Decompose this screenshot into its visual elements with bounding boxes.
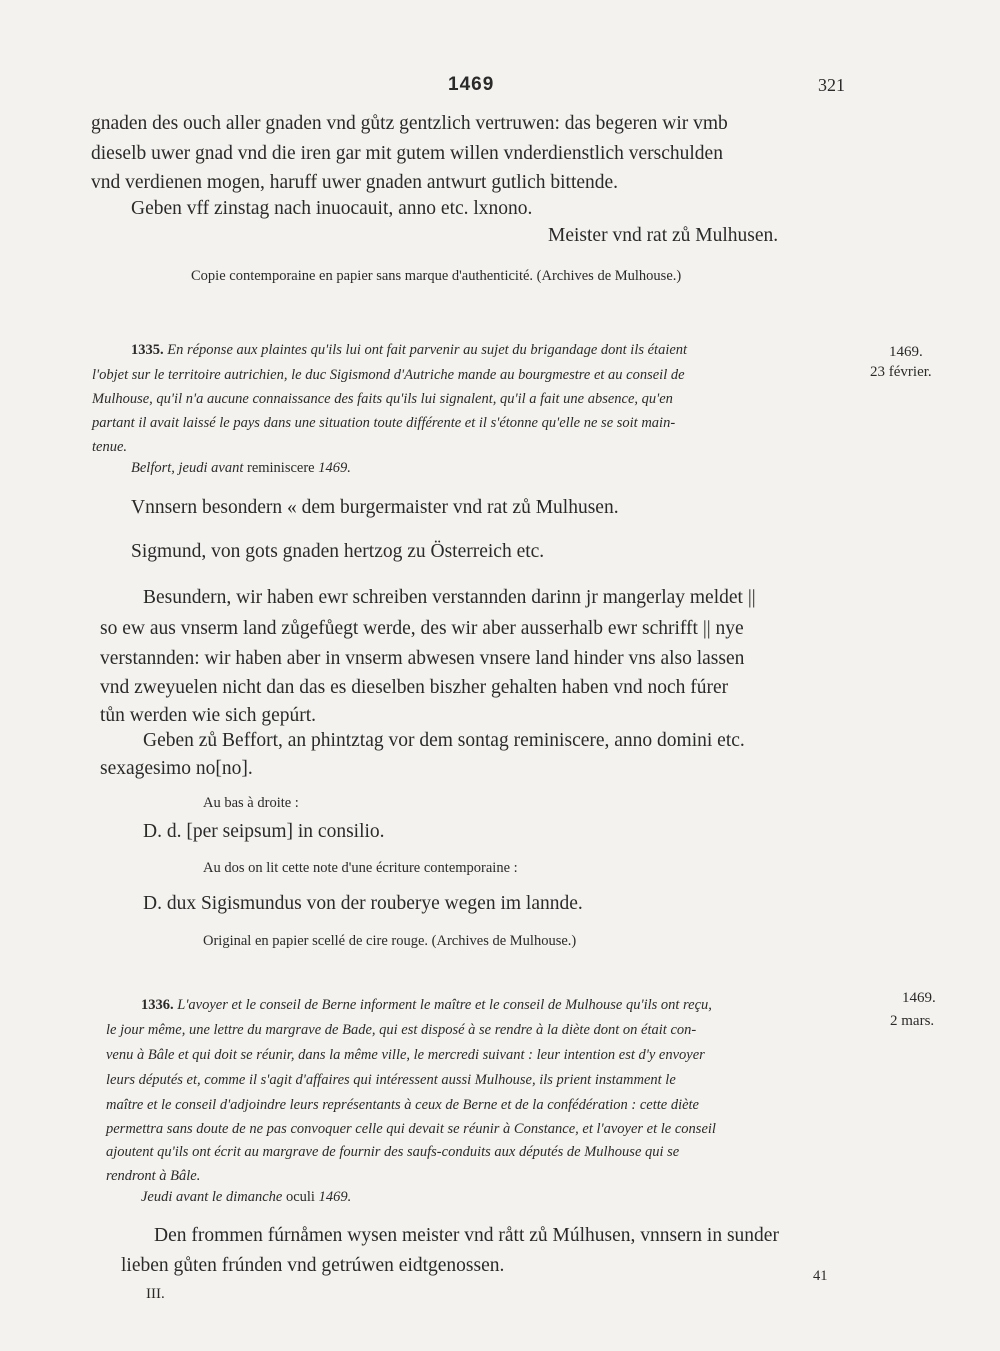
place-date — [131, 460, 351, 477]
place-date-text: Belfort, jeudi avant — [131, 460, 244, 476]
entry-summary-line: le jour même, une lettre du margrave de Bade, qui est disposé à se rendre à la diète dont on était con- — [106, 1022, 697, 1038]
text-line: vnd verdienen mogen, haruff uwer gnaden antwurt gutlich bittende. — [91, 172, 619, 193]
note-text: D. dux Sigismundus von der rouberye wegen im lannde. — [143, 893, 583, 914]
text-line: Geben vff zinstag nach inuocauit, anno etc. lxnono. — [131, 198, 533, 219]
running-head-year: 1469 — [448, 74, 495, 95]
entry-summary-line: maître et le conseil d'adjoindre leurs représentants à ceux de Berne et de la confédération : cette diète — [106, 1097, 699, 1113]
entry-summary-line: permettra sans doute de ne pas convoquer celle qui devait se réunir à Constance, et l'avoyer et le conseil — [106, 1121, 716, 1137]
note-text: D. d. [per seipsum] in consilio. — [143, 821, 385, 842]
entry-summary-line: ajoutent qu'ils ont écrit au margrave de fournir des saufs-conduits aux députés de Mulhouse qui se — [106, 1144, 680, 1160]
entry-summary-line: l'objet sur le territoire autrichien, le duc Sigismond d'Autriche mande au bourgmestre et au conseil de — [92, 367, 685, 383]
letter-address: Vnnsern besondern « dem burgermaister vnd rat zů Mulhusen. — [131, 497, 619, 518]
margin-date: 2 mars. — [890, 1013, 935, 1029]
entry-summary-line — [131, 342, 687, 359]
entry-summary-line: rendront à Bâle. — [106, 1168, 201, 1184]
entry-number: 1335. — [131, 342, 164, 358]
entry-summary-line: leurs députés et, comme il s'agit d'affaires qui intéressent aussi Mulhouse, ils prient instamment le — [106, 1072, 676, 1088]
place-date-year: 1469. — [318, 460, 351, 476]
sheet-signature: 41 — [813, 1268, 828, 1284]
entry-summary-line — [141, 997, 712, 1014]
letter-address: lieben gůten frúnden vnd getrúwen eidtgenossen. — [121, 1255, 505, 1276]
note-label: Au dos on lit cette note d'une écriture contemporaine : — [203, 860, 518, 876]
letter-body-line: tůn werden wie sich gepúrt. — [100, 705, 317, 726]
place-date — [141, 1189, 351, 1206]
note-label: Au bas à droite : — [203, 795, 299, 811]
entry-summary-line: venu à Bâle et qui doit se réunir, dans la même ville, le mercredi suivant : leur intention est d'y envoyer — [106, 1047, 705, 1063]
volume-signature: III. — [146, 1286, 165, 1302]
letter-body-line: Geben zů Beffort, an phintztag vor dem sontag reminiscere, anno domini etc. — [143, 730, 745, 751]
entry-summary-line: partant il avait laissé le pays dans une situation toute différente et il s'étonne qu'elle ne se soit main- — [92, 415, 676, 431]
entry-summary-text: L'avoyer et le conseil de Berne informent le maître et le conseil de Mulhouse qu'ils ont reçu, — [177, 997, 712, 1013]
letter-body-line: so ew aus vnserm land zůgefůegt werde, des wir aber ausserhalb ewr schrifft || nye — [100, 618, 744, 639]
source-note: Copie contemporaine en papier sans marque d'authenticité. (Archives de Mulhouse.) — [191, 268, 682, 284]
place-date-word: oculi — [285, 1189, 315, 1205]
place-date-text: Jeudi avant le dimanche — [141, 1189, 283, 1205]
margin-year: 1469. — [902, 990, 936, 1006]
letter-body-line: verstannden: wir haben aber in vnserm abwesen vnsere land hinder vns also lassen — [100, 648, 745, 669]
letter-body-line: vnd zweyuelen nicht dan das es dieselben biszher gehalten haben vnd noch fúrer — [100, 677, 729, 698]
letter-address: Den frommen fúrnåmen wysen meister vnd rått zů Múlhusen, vnnsern in sunder — [154, 1225, 779, 1246]
source-note: Original en papier scellé de cire rouge. (Archives de Mulhouse.) — [203, 933, 577, 949]
page-number: 321 — [818, 75, 845, 95]
place-date-word: reminiscere — [246, 460, 315, 476]
entry-summary-text: En réponse aux plaintes qu'ils lui ont fait parvenir au sujet du brigandage dont ils étaient — [167, 342, 688, 358]
entry-summary-line: Mulhouse, qu'il n'a aucune connaissance des faits qu'ils lui signalent, qu'il a fait une absence, qu'en — [92, 391, 673, 407]
margin-date: 23 février. — [870, 364, 932, 380]
letter-body-line: sexagesimo no[no]. — [100, 758, 253, 779]
entry-summary-line: tenue. — [92, 439, 128, 455]
letter-body-line: Besundern, wir haben ewr schreiben verstannden darinn jr mangerlay meldet || — [143, 587, 756, 608]
entry-number: 1336. — [141, 997, 174, 1013]
place-date-year: 1469. — [318, 1189, 352, 1205]
margin-year: 1469. — [889, 344, 923, 360]
letter-sender: Sigmund, von gots gnaden hertzog zu Österreich etc. — [131, 541, 545, 562]
text-line: dieselb uwer gnad vnd die iren gar mit gutem willen vnderdienstlich verschulden — [91, 143, 723, 164]
text-line: gnaden des ouch aller gnaden vnd gůtz gentzlich vertruwen: das begeren wir vmb — [91, 113, 728, 134]
signature-line: Meister vnd rat zů Mulhusen. — [548, 225, 779, 246]
